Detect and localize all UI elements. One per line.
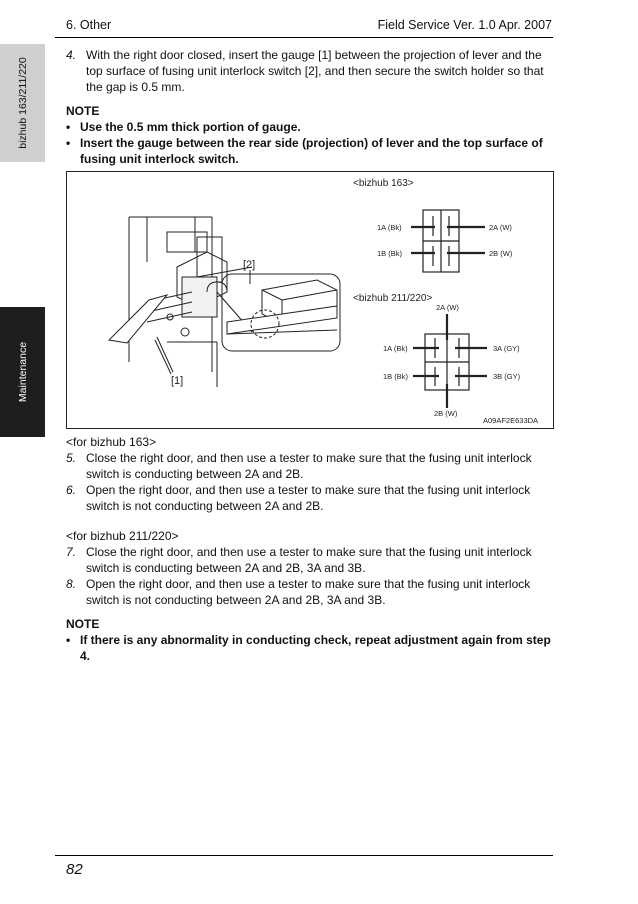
spacer [66,514,554,528]
page-number: 82 [66,861,83,878]
step-6 [66,482,554,514]
step-line: switch is conducting between 2A and 2B, 3A and 3B. [86,561,366,575]
step-5 [66,450,554,482]
step-number: 6. [66,483,77,497]
bullet-line: fusing unit interlock switch. [80,152,239,166]
header-rule [55,37,553,38]
zoom-detail [222,274,340,351]
sw211-1a: 1A (Bk) [383,344,408,353]
step-number: 8. [66,577,77,591]
lower-content [66,434,554,664]
step-line: top surface of fusing unit interlock switch [2], and then secure the switch holder so that [86,64,544,78]
side-tab-model-label: bizhub 163/211/220 [16,57,29,149]
step-number: 4. [66,48,77,62]
header-version: Field Service Ver. 1.0 Apr. 2007 [377,18,552,32]
step-line: switch is conducting between 2A and 2B. [86,467,304,481]
machine-illustration [109,217,252,387]
sw163-2b: 2B (W) [489,249,513,258]
bullet-dot: • [66,136,71,150]
footer-rule [55,855,553,856]
note-bullet [66,632,554,664]
note-bullet [66,135,554,167]
step-number: 7. [66,545,77,559]
sw211-1b: 1B (Bk) [383,372,409,381]
step-line: Open the right door, and then use a tester to make sure that the fusing unit interlock [86,483,531,497]
step-line: Close the right door, and then use a tester to make sure that the fusing unit interlock [86,545,532,559]
side-tab-model [0,44,45,162]
step-line: Open the right door, and then use a tester to make sure that the fusing unit interlock [86,577,531,591]
note-title: NOTE [66,104,100,118]
figure-code: A09AF2E633DA [483,416,539,425]
step-line: switch is not conducting between 2A and 2B, 3A and 3B. [86,593,386,607]
switch-163-diagram [411,210,485,272]
sw211-3a: 3A (GY) [493,344,520,353]
upper-content [66,47,554,167]
bullet-dot: • [66,633,71,647]
sw211-3b: 3B (GY) [493,372,521,381]
figure-drawing [67,172,555,430]
side-tab-chapter [0,307,45,437]
note-bullet [66,119,554,135]
sw163-1b: 1B (Bk) [377,249,403,258]
bullet-line: 4. [80,649,91,663]
switch-figure [66,171,554,429]
callout-1-leader [155,340,171,374]
switch-211-diagram [413,314,487,408]
sw163-1a: 1A (Bk) [377,223,402,232]
callout-1: [1] [171,375,184,387]
step-7 [66,544,554,576]
header-section: 6. Other [66,18,112,32]
bullet-line: Insert the gauge between the rear side (projection) of lever and the top surface of [80,136,543,150]
callout-2: [2] [243,259,256,271]
step-number: 5. [66,451,77,465]
step-8 [66,576,554,608]
step-line: switch is not conducting between 2A and 2B. [86,499,324,513]
step-4 [66,47,554,95]
step-line: Close the right door, and then use a tester to make sure that the fusing unit interlock [86,451,532,465]
bullet-line: Use the 0.5 mm thick portion of gauge. [80,120,301,134]
sw163-2a: 2A (W) [489,223,512,232]
bullet-dot: • [66,120,71,134]
label-bizhub-163: <bizhub 163> [353,178,414,189]
for-163-heading: <for bizhub 163> [66,435,157,449]
note-title: NOTE [66,617,100,631]
for-211-heading: <for bizhub 211/220> [66,529,179,543]
sw211-2a: 2A (W) [436,303,459,312]
bullet-line: If there is any abnormality in conducting check, repeat adjustment again from step [80,633,551,647]
step-line: the gap is 0.5 mm. [86,80,185,94]
step-line: With the right door closed, insert the gauge [1] between the projection of lever and the [86,48,542,62]
label-bizhub-211: <bizhub 211/220> [353,293,433,304]
sw211-2b: 2B (W) [434,409,458,418]
side-tab-chapter-label: Maintenance [16,341,29,403]
